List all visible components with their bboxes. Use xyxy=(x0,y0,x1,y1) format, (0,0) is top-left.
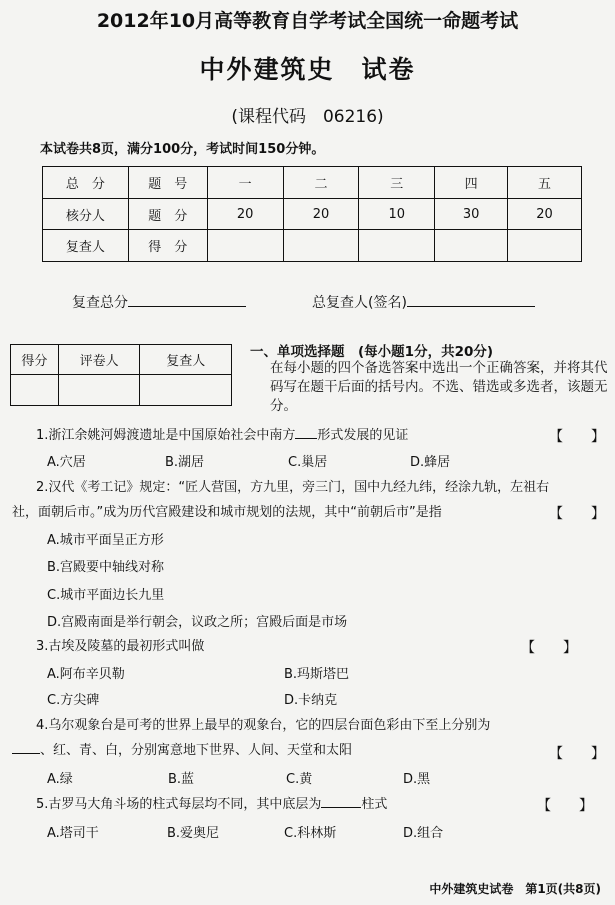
question-2-line2: 社，面朝后市。”成为历代宫殿建设和城市规划的法规，其中“前朝后市”是指 xyxy=(12,505,442,520)
option-c: C.巢居 xyxy=(288,455,328,470)
table-cell: 30 xyxy=(435,199,508,230)
score-input-cell[interactable] xyxy=(508,230,582,262)
question-5 xyxy=(36,795,605,814)
question-3 xyxy=(36,637,605,656)
option-a: A.塔司干 xyxy=(47,826,99,841)
option-a: A.阿布辛贝勒 xyxy=(47,667,125,682)
table-cell: 复查人 xyxy=(43,230,129,262)
question-2-line1 xyxy=(36,478,605,497)
grader-header: 评卷人 xyxy=(58,345,140,375)
review-total-blank[interactable] xyxy=(128,292,246,307)
question-1 xyxy=(36,426,605,445)
question-stem: 、红、青、白，分别寓意地下世界、人间、天堂和太阳 xyxy=(40,743,353,758)
option-b: B.湖居 xyxy=(165,455,205,470)
table-cell: 总 分 xyxy=(43,167,129,199)
table-cell: 10 xyxy=(359,199,435,230)
paper-title: 中外建筑史 试卷 xyxy=(199,55,416,84)
option-c: C.方尖碑 xyxy=(47,693,100,708)
answer-bracket[interactable]: 【 】 xyxy=(549,506,605,522)
option-b: B.蓝 xyxy=(168,772,195,787)
table-cell: 三 xyxy=(359,167,435,199)
answer-blank xyxy=(12,741,40,754)
table-cell: 题 分 xyxy=(128,199,207,230)
option-a: A.绿 xyxy=(47,772,73,787)
table-cell: 题 号 xyxy=(128,167,207,199)
answer-bracket[interactable]: 【 】 xyxy=(521,640,577,656)
question-number: 3. xyxy=(36,639,49,654)
table-cell: 得 分 xyxy=(128,230,207,262)
score-input-cell[interactable] xyxy=(435,230,508,262)
option-d: D.蜂居 xyxy=(410,455,451,470)
review-signer-label: 总复查人(签名) xyxy=(312,295,407,311)
score-table xyxy=(42,166,582,262)
grader-table xyxy=(10,344,232,406)
question-number: 1. xyxy=(36,428,49,443)
score-table-row xyxy=(43,230,582,262)
question-stem: 浙江余姚河姆渡遗址是中国原始社会中南方 xyxy=(48,428,296,443)
grader-input-cell[interactable] xyxy=(11,375,59,406)
review-signer xyxy=(312,292,535,312)
review-signer-blank[interactable] xyxy=(407,292,535,307)
question-stem: 汉代《考工记》规定：“匠人营国，方九里，旁三门，国中九经九纬，经涂九轨，左祖右 xyxy=(48,480,550,495)
score-input-cell[interactable] xyxy=(283,230,359,262)
option-d: D.黑 xyxy=(403,772,431,787)
grader-header: 得分 xyxy=(11,345,59,375)
section-title: 一、单项选择题 (每小题1分，共20分) xyxy=(250,344,494,360)
table-cell: 四 xyxy=(435,167,508,199)
question-stem: 乌尔观象台是可考的世界上最早的观象台，它的四层台面色彩由下至上分别为 xyxy=(48,718,491,733)
score-input-cell[interactable] xyxy=(207,230,283,262)
answer-bracket[interactable]: 【 】 xyxy=(549,429,605,445)
answer-blank xyxy=(321,795,361,808)
table-cell: 核分人 xyxy=(43,199,129,230)
question-number: 5. xyxy=(36,797,49,812)
option-b: B.爱奥尼 xyxy=(167,826,220,841)
option-d: D.宫殿南面是举行朝会，议政之所；宫殿后面是市场 xyxy=(47,615,348,630)
score-table-row xyxy=(43,199,582,230)
review-total-label: 复查总分 xyxy=(72,295,128,311)
answer-blank xyxy=(295,426,317,439)
option-d: D.卡纳克 xyxy=(284,693,338,708)
question-stem: 柱式 xyxy=(361,797,388,812)
question-number: 4. xyxy=(36,718,49,733)
option-c: C.城市平面边长九里 xyxy=(47,588,165,603)
answer-bracket[interactable]: 【 】 xyxy=(549,746,605,762)
table-cell: 一 xyxy=(207,167,283,199)
question-stem: 古埃及陵墓的最初形式叫做 xyxy=(48,639,205,654)
question-stem: 形式发展的见证 xyxy=(317,428,409,443)
answer-bracket[interactable]: 【 】 xyxy=(537,798,593,814)
page-footer: 中外建筑史试卷 第1页(共8页) xyxy=(429,882,601,896)
grader-input-cell[interactable] xyxy=(140,375,232,406)
grader-header: 复查人 xyxy=(140,345,232,375)
option-c: C.科林斯 xyxy=(284,826,337,841)
table-cell: 20 xyxy=(207,199,283,230)
option-c: C.黄 xyxy=(286,772,313,787)
exam-info: 本试卷共8页，满分100分，考试时间150分钟。 xyxy=(40,142,325,157)
review-total xyxy=(72,292,246,312)
table-cell: 二 xyxy=(283,167,359,199)
table-cell: 20 xyxy=(283,199,359,230)
score-table-row xyxy=(43,167,582,199)
question-4-line2 xyxy=(12,741,605,760)
option-a: A.穴居 xyxy=(47,455,86,470)
table-cell: 20 xyxy=(508,199,582,230)
option-b: B.玛斯塔巴 xyxy=(284,667,350,682)
course-code: (课程代码 06216) xyxy=(231,107,384,127)
question-number: 2. xyxy=(36,480,49,495)
option-b: B.宫殿要中轴线对称 xyxy=(47,560,165,575)
option-a: A.城市平面呈正方形 xyxy=(47,533,164,548)
exam-title: 2012年10月高等教育自学考试全国统一命题考试 xyxy=(96,10,519,32)
section-instructions: 在每小题的四个备选答案中选出一个正确答案，并将其代码写在题干后面的括号内。不选、错选或多选者，该题无分。 xyxy=(270,360,608,414)
question-stem: 古罗马大角斗场的柱式每层均不同，其中底层为 xyxy=(48,797,322,812)
question-4-line1 xyxy=(36,716,605,735)
table-cell: 五 xyxy=(508,167,582,199)
option-d: D.组合 xyxy=(403,826,444,841)
grader-input-cell[interactable] xyxy=(58,375,140,406)
score-input-cell[interactable] xyxy=(359,230,435,262)
